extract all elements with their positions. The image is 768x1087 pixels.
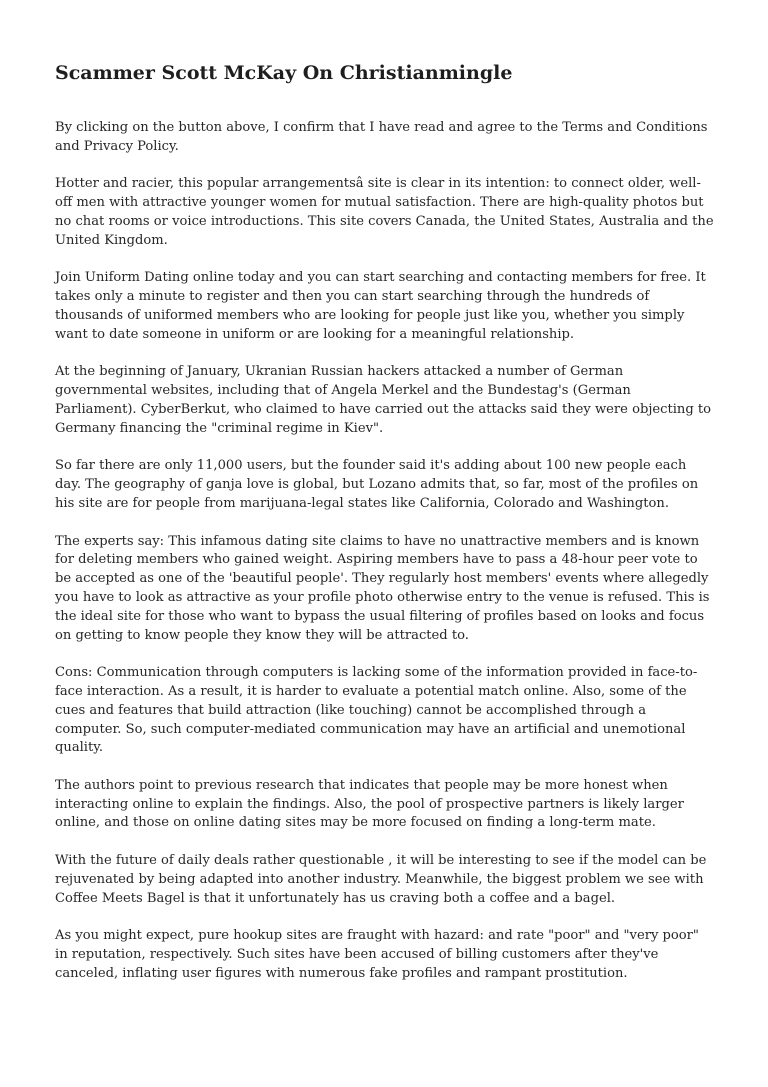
paragraph-3: Join Uniform Dating online today and you can start searching and contacting members for free. It takes only a minute to register and then you can start searching through the hundreds of thousands of uniformed members who are looking for people just like you, whether you simply want to date someone in uniform or are looking for a meaningful relationship.	[55, 270, 706, 342]
paragraph-2: Hotter and racier, this popular arrangementsâ site is clear in its intention: to connect older, well-off men with attractive younger women for mutual satisfaction. There are high-quality photos but no chat rooms or voice introductions. This site covers Canada, the United States, Australia and the United Kingdom.	[55, 176, 714, 248]
paragraph-1: By clicking on the button above, I confirm that I have read and agree to the Terms and Conditions and Privacy Policy.	[55, 120, 708, 154]
paragraph-4: At the beginning of January, Ukranian Russian hackers attacked a number of German governmental websites, including that of Angela Merkel and the Bundestag's (German Parliament). CyberBerkut, who claimed to have carried out the attacks said they were objecting to Germany financing the "criminal regime in Kiev".	[55, 364, 712, 436]
paragraph-7: Cons: Communication through computers is lacking some of the information provided in face-to-face interaction. As a result, it is harder to evaluate a potential match online. Also, some of the cues and features that build attraction (like touching) cannot be accomplished through a computer. So, such computer-mediated communication may have an artificial and unemotional quality.	[55, 665, 698, 756]
page-title: Scammer Scott McKay On Christianmingle	[55, 62, 513, 84]
paragraph-9: With the future of daily deals rather questionable , it will be interesting to see if the model can be rejuvenated by being adapted into another industry. Meanwhile, the biggest problem we see with Coffee Meets Bagel is that it unfortunately has us craving both a coffee and a bagel.	[55, 853, 707, 906]
paragraph-10: As you might expect, pure hookup sites are fraught with hazard: and rate "poor" and "very poor" in reputation, respectively. Such sites have been accused of billing customers after they've canceled, inflating user figures with numerous fake profiles and rampant prostitution.	[55, 928, 699, 981]
paragraph-6: The experts say: This infamous dating site claims to have no unattractive members and is known for deleting members who gained weight. Aspiring members have to pass a 48-hour peer vote to be accepted as one of the 'beautiful people'. They regularly host members' events where allegedly you have to look as attractive as your profile photo otherwise entry to the venue is refused. This is the ideal site for those who want to bypass the usual filtering of profiles based on looks and focus on getting to know people they know they will be attracted to.	[55, 533, 710, 643]
paragraph-5: So far there are only 11,000 users, but the founder said it's adding about 100 new people each day. The geography of ganja love is global, but Lozano admits that, so far, most of the profiles on his site are for people from marijuana-legal states like California, Colorado and Washington.	[55, 458, 699, 511]
document-page	[55, 60, 715, 1002]
paragraph-8: The authors point to previous research that indicates that people may be more honest when interacting online to explain the findings. Also, the pool of prospective partners is likely larger online, and those on online dating sites may be more focused on finding a long-term mate.	[55, 777, 684, 831]
